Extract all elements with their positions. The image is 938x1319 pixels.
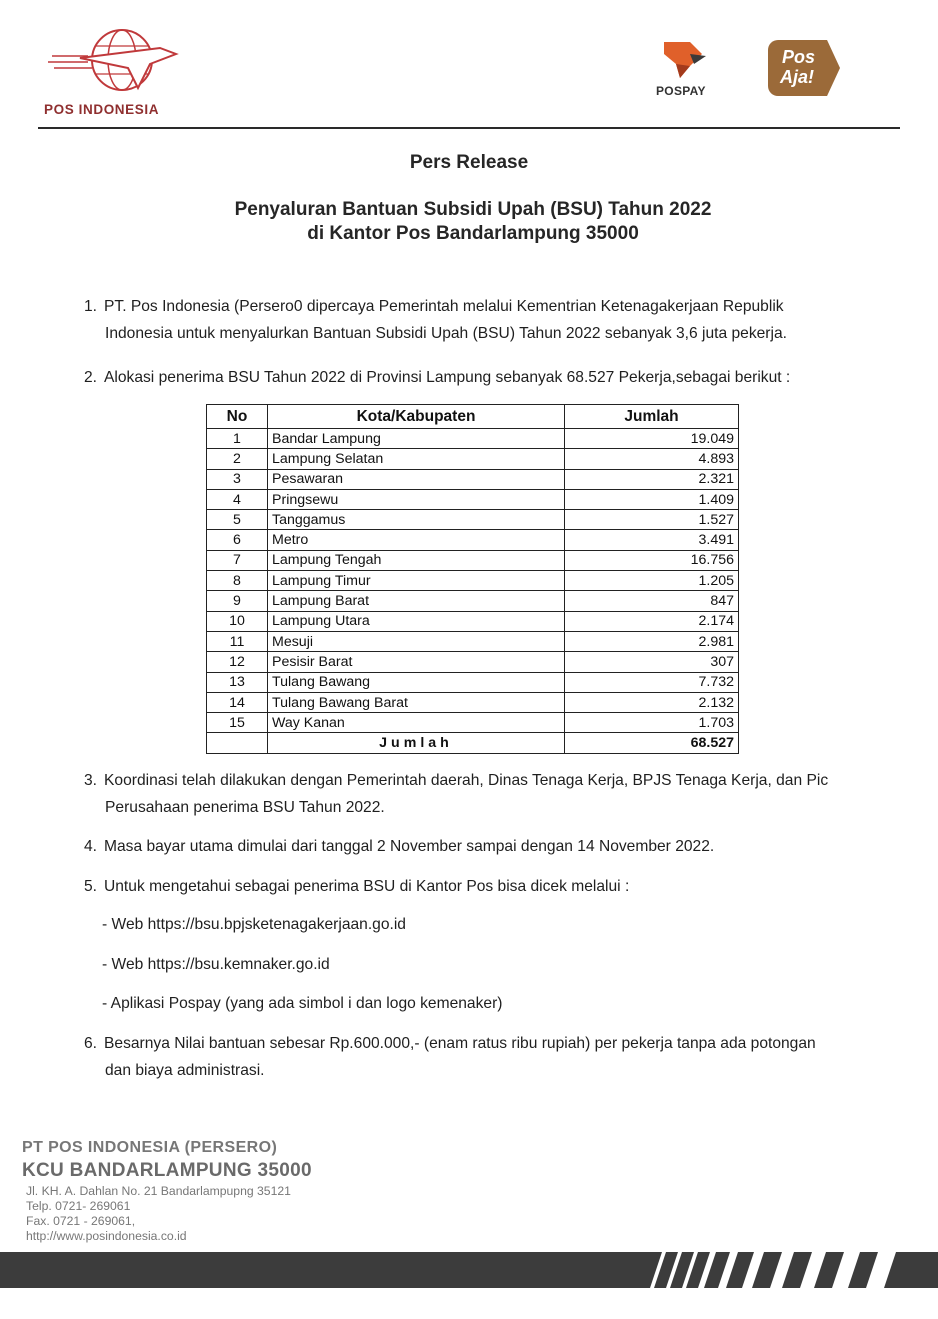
row-jumlah: 1.703: [565, 713, 739, 733]
pos-logo-text: POS INDONESIA: [44, 102, 160, 117]
item-number: 3.: [84, 772, 98, 789]
row-kota: Lampung Tengah: [268, 550, 565, 570]
footer-branch: KCU BANDARLAMPUNG 35000: [22, 1160, 312, 1181]
pospay-logo-text: POSPAY: [656, 84, 706, 98]
row-jumlah: 307: [565, 652, 739, 672]
row-no: 11: [207, 631, 268, 651]
total-label: Jumlah: [268, 733, 565, 753]
table-row: [207, 652, 739, 672]
row-no: 15: [207, 713, 268, 733]
row-jumlah: 3.491: [565, 530, 739, 550]
item-text: Untuk mengetahui sebagai penerima BSU di Kantor Pos bisa dicek melalui :: [104, 878, 630, 895]
row-no: 6: [207, 530, 268, 550]
row-jumlah: 2.981: [565, 631, 739, 651]
check-option-web-kemnaker: - Web https://bsu.kemnaker.go.id: [102, 956, 330, 973]
document-title-line2: di Kantor Pos Bandarlampung 35000: [307, 223, 639, 244]
table-row: [207, 550, 739, 570]
check-option-web-bpjs: - Web https://bsu.bpjsketenagakerjaan.go.id: [102, 916, 406, 933]
table-row: [207, 571, 739, 591]
header-divider: [38, 127, 900, 129]
row-jumlah: 1.527: [565, 510, 739, 530]
row-kota: Lampung Utara: [268, 611, 565, 631]
row-no: 1: [207, 429, 268, 449]
row-no: 13: [207, 672, 268, 692]
row-kota: Tanggamus: [268, 510, 565, 530]
pospay-logo: [650, 38, 730, 108]
row-no: 3: [207, 469, 268, 489]
table-row: [207, 591, 739, 611]
footer-telp: Telp. 0721- 269061: [26, 1199, 131, 1213]
row-kota: Lampung Timur: [268, 571, 565, 591]
table-body: [207, 429, 739, 733]
pos-indonesia-logo: [40, 18, 210, 123]
list-item-2: [84, 364, 904, 391]
posaja-line2: Aja!: [780, 67, 815, 87]
footer-fax: Fax. 0721 - 269061,: [26, 1214, 136, 1228]
item-text: Alokasi penerima BSU Tahun 2022 di Provinsi Lampung sebanyak 68.527 Pekerja,sebagai berikut :: [104, 369, 791, 386]
row-kota: Tulang Bawang Barat: [268, 692, 565, 712]
row-jumlah: 7.732: [565, 672, 739, 692]
table-total-row: [207, 733, 739, 753]
row-jumlah: 1.409: [565, 489, 739, 509]
row-no: 4: [207, 489, 268, 509]
row-jumlah: 19.049: [565, 429, 739, 449]
row-kota: Pesisir Barat: [268, 652, 565, 672]
table-row: [207, 692, 739, 712]
row-no: 7: [207, 550, 268, 570]
row-kota: Mesuji: [268, 631, 565, 651]
table-row: [207, 713, 739, 733]
list-item-1: [84, 293, 904, 347]
row-no: 10: [207, 611, 268, 631]
row-jumlah: 847: [565, 591, 739, 611]
item-number: 6.: [84, 1035, 98, 1052]
row-kota: Pringsewu: [268, 489, 565, 509]
item-text: PT. Pos Indonesia (Persero0 dipercaya Pemerintah melalui Kementrian Ketenagakerjaan Republik: [104, 298, 784, 315]
list-item-4: [84, 833, 904, 860]
row-jumlah: 4.893: [565, 449, 739, 469]
posaja-logo: [768, 40, 854, 100]
item-number: 5.: [84, 878, 98, 895]
table-row: [207, 631, 739, 651]
table-row: [207, 449, 739, 469]
row-no: 8: [207, 571, 268, 591]
row-jumlah: 2.321: [565, 469, 739, 489]
row-no: 12: [207, 652, 268, 672]
list-item-6: [84, 1030, 904, 1084]
total-empty-cell: [207, 733, 268, 753]
row-jumlah: 2.132: [565, 692, 739, 712]
row-kota: Way Kanan: [268, 713, 565, 733]
item-text: Koordinasi telah dilakukan dengan Pemerintah daerah, Dinas Tenaga Kerja, BPJS Tenaga Kerja, dan Pic: [104, 772, 829, 789]
table-row: [207, 429, 739, 449]
pos-bird-icon: [40, 18, 210, 104]
allocation-table: [206, 404, 739, 754]
document-title-line1: Penyaluran Bantuan Subsidi Upah (BSU) Tahun 2022: [234, 199, 712, 220]
header-jumlah: Jumlah: [565, 405, 739, 429]
table-row: [207, 611, 739, 631]
table-header-row: [207, 405, 739, 429]
item-text-continued: dan biaya administrasi.: [105, 1062, 265, 1079]
check-option-pospay-app: - Aplikasi Pospay (yang ada simbol i dan logo kemenaker): [102, 995, 503, 1012]
pers-release-title: Pers Release: [409, 152, 529, 173]
table-row: [207, 530, 739, 550]
row-kota: Bandar Lampung: [268, 429, 565, 449]
item-text: Besarnya Nilai bantuan sebesar Rp.600.000,- (enam ratus ribu rupiah) per pekerja tanpa ada potongan: [104, 1035, 816, 1052]
row-jumlah: 2.174: [565, 611, 739, 631]
row-no: 2: [207, 449, 268, 469]
table-row: [207, 672, 739, 692]
footer-address: Jl. KH. A. Dahlan No. 21 Bandarlampupng 35121: [26, 1184, 291, 1198]
item-text-continued: Indonesia untuk menyalurkan Bantuan Subsidi Upah (BSU) Tahun 2022 sebanyak 3,6 juta pekerja.: [105, 325, 787, 342]
footer-website: http://www.posindonesia.co.id: [26, 1229, 187, 1243]
footer-stripes: [640, 1252, 938, 1288]
pospay-mark-icon: [650, 38, 720, 82]
row-jumlah: 1.205: [565, 571, 739, 591]
row-no: 14: [207, 692, 268, 712]
row-kota: Pesawaran: [268, 469, 565, 489]
item-number: 2.: [84, 369, 98, 386]
table-row: [207, 469, 739, 489]
footer-company: PT POS INDONESIA (PERSERO): [22, 1139, 278, 1156]
item-number: 1.: [84, 298, 98, 315]
row-no: 9: [207, 591, 268, 611]
item-text-continued: Perusahaan penerima BSU Tahun 2022.: [105, 799, 385, 816]
posaja-line1: Pos: [782, 47, 816, 67]
header-no: No: [207, 405, 268, 429]
row-kota: Lampung Barat: [268, 591, 565, 611]
list-item-3: [84, 767, 904, 821]
row-kota: Metro: [268, 530, 565, 550]
row-kota: Lampung Selatan: [268, 449, 565, 469]
table-row: [207, 489, 739, 509]
total-value: 68.527: [565, 733, 739, 753]
row-jumlah: 16.756: [565, 550, 739, 570]
table-row: [207, 510, 739, 530]
list-item-5: [84, 873, 904, 900]
header-kota: Kota/Kabupaten: [268, 405, 565, 429]
item-number: 4.: [84, 838, 98, 855]
row-kota: Tulang Bawang: [268, 672, 565, 692]
row-no: 5: [207, 510, 268, 530]
item-text: Masa bayar utama dimulai dari tanggal 2 November sampai dengan 14 November 2022.: [104, 838, 715, 855]
